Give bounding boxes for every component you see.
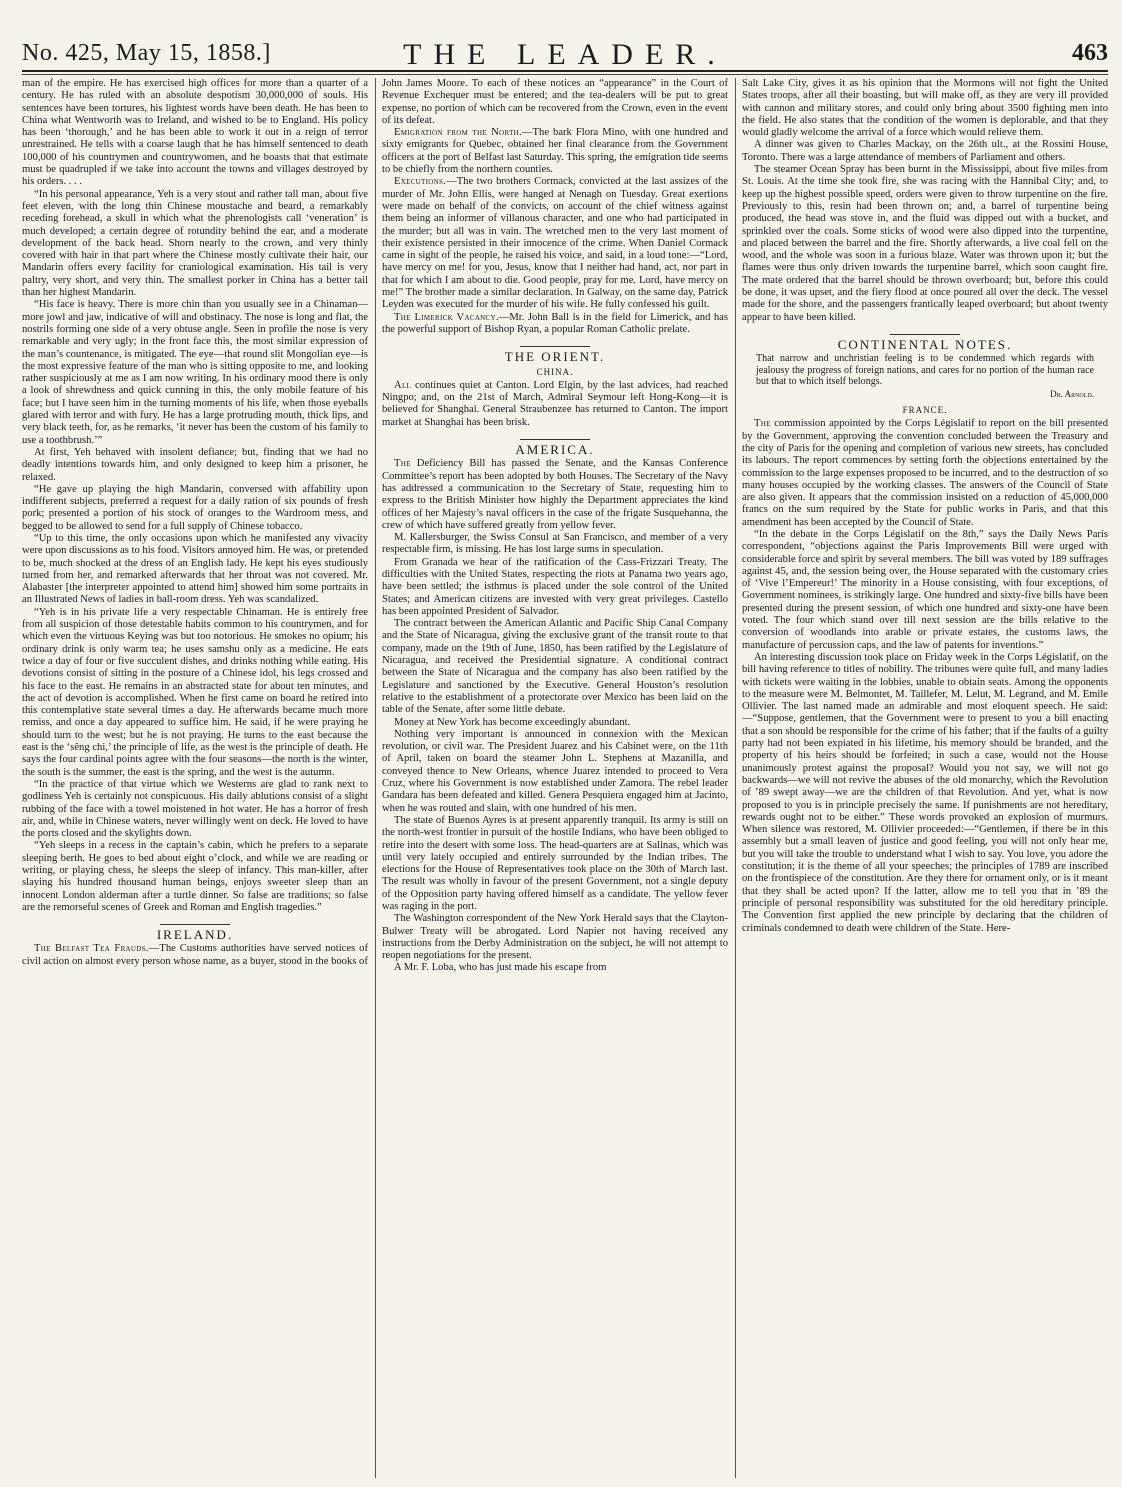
paragraph: M. Kallersburger, the Swiss Consul at San Francisco, and member of a very respectable firm, is missing. He has lost large sums in speculation. xyxy=(382,532,728,556)
paragraph xyxy=(382,458,728,532)
paragraph: An interesting discussion took place on Friday week in the Corps Législatif, on the bill having reference to titles of nobility. The tribunes were quite full, and many ladies with tickets were waiting in the lobbies, unable to obtain seats. Among the opponents to the measure were M. Belmontet, M. Taillefer, M. Lelut, M. Legrand, and M. Emile Ollivier. The last named made an admirable and most eloquent speech. He said:—“Suppose, gentlemen, that the Government were to present to you a bill enacting that a son should be responsible for the crime of his father; that if the faults of a guilty party had not been expiated in his lifetime, his memory should be branded, and the property of his heirs should be forfeited; in such a case, would not the House unanimously protest against the proposal? Would you not say, we will not go backwards—we will not revive the abuses of the old monarchy, which the Revolution of ’89 swept away—we are the children of that Revolution. And yet, what is now proposed to you is in principle precisely the same. If punishments are not hereditary, rewards ought not to be either.” These words provoked an explosion of murmurs. When silence was restored, M. Ollivier proceeded:—“Gentlemen, if there be in this assembly but a small leaven of justice and good feeling, you will not only hear me, but you will take the trouble to understand what I wish to say. You love, you adore the constitution; it is the theme of all your speeches; the principles of 1789 are inscribed on the frontispiece of the constitution. Are they there for ornament only, or is it meant that they shall be acted upon? If the latter, allow me to tell you that in ’89 the principle of personal responsibility was substituted for the old hereditary principle. The Convention first applied the new principle by declaring that the children of criminals condemned to death were children of the State. Here- xyxy=(742,651,1108,934)
paragraph xyxy=(742,418,1108,529)
run-in-heading: All xyxy=(394,379,412,391)
paragraph: The state of Buenos Ayres is at present apparently tranquil. Its army is still on the north-west frontier in pursuit of the hostile Indians, who have been obliged to retire into the desert with some loss. The head-quarters are at Salinas, which was until very lately occupied and entirely surrounded by the Indian tribes. The elections for the House of Representatives took place on the 30th of March last. The result was wholly in favour of the present Government, not a single deputy of the Opposition party having offered himself as a candidate. The yellow fever was raging in the port. xyxy=(382,814,728,912)
paragraph-text: —The two brothers Cormack, convicted at the last assizes of the murder of Mr. John Ellis, were hanged at Nenagh on Tuesday. Great exertions were made on behalf of the convicts, on account of the chief witness against them being an informer of villanous character, and one who had participated in the murder; but all was in vain. The wretched men to the very last moment of their existence persisted in their innocence of the crime. When Daniel Cormack came in sight of the people, he raised his voice, and said, in a loud tone:—“Lord, have mercy on me! for you, Jesus, know that I neither had hand, act, nor part in that for which I am about to die. Good people, pray for me. Lord, have mercy on me!” The brother made a similar declaration. In Galway, on the same day, Patrick Leyden was executed for the murder of his wife. He fully confessed his guilt. xyxy=(382,176,728,311)
newspaper-title: THE LEADER. xyxy=(403,38,727,71)
section-rule xyxy=(160,924,230,925)
paragraph xyxy=(382,312,728,337)
column-2 xyxy=(382,78,728,1478)
section-heading-orient: THE ORIENT. xyxy=(504,349,606,365)
paragraph: “Yeh sleeps in a recess in the captain’s cabin, which he prefers to a separate sleeping berth. He goes to bed about eight o’clock, and while we are reading or writing, or playing chess, he sleeps the sleep of infancy. This man-killer, after slaying his hundred thousand human beings, enjoys sweeter sleep than an innocent London alderman after a turtle dinner. So false are traditions; so false are the remorseful scenes of Greek and Roman and English tragedies.” xyxy=(22,840,368,913)
section-rule xyxy=(520,346,590,347)
paragraph: A dinner was given to Charles Mackay, on the 26th ult., at the Rossini House, Toronto. There was a large attendance of members of Parliament and others. xyxy=(742,139,1108,163)
paragraph: “In the debate in the Corps Législatif on the 8th,” says the Daily News Paris correspondent, “objections against the Paris Improvements Bill were urged with considerable force and spirit by several members. The bill was voted by 189 suffrages against 45, and, the session being over, the House separated with the customary cries of ‘Vive l’Empereur!’ The minority in a House consisting, with four exceptions, of Government nominees, is strikingly large. One hundred and sixty-five bills have been presented during the present session, of which one hundred and sixty-one have been voted. The four which stand over till next session are the bills relative to the conversion of woodlands into arable or private estates, the customs laws, the manufacture of percussion caps, and the law of patents for inventions.” xyxy=(742,529,1108,651)
paragraph xyxy=(382,127,728,176)
paragraph: The steamer Ocean Spray has been burnt in the Mississippi, about five miles from St. Louis. At the time she took fire, she was racing with the Hannibal City; and, to keep up the highest possible speed, orders were given to throw turpentine on the fire. Previously to this, resin had been thrown on; and, a barrel of turpentine being produced, the head was stove in, and the fluid was dipped out with a bucket, and sprinkled over the coals. Some sticks of wood were also dipped into the turpentine, and placed between the barrel and the fire. Shortly afterwards, a live coal fell on the wood, and the whole was soon in a furious blaze. Water was thrown upon it; but the flames were thus only driven towards the turpentine barrel, which soon caught fire. The mate ordered that the barrel should be thrown overboard; but, before this could be done, it was upset, and the fiery flood at once poured all over the deck. The vessel made for the shore, and the passengers frantically leaped overboard; but about twenty appear to have been killed. xyxy=(742,164,1108,323)
paragraph xyxy=(382,176,728,311)
subsection-heading-china: CHINA. xyxy=(536,366,574,377)
paragraph: Money at New York has become exceedingly abundant. xyxy=(394,716,631,728)
paragraph: “Yeh is in his private life a very respectable Chinaman. He is entirely free from all suspicion of those detestable habits common to his countrymen, and for which even the virtuous Keying was but too notorious. He smokes no opium; his ordinary drink is only warm tea; he uses samshu only as a medicine. He eats twice a day of four or five succulent dishes, and drinks nothing while eating. His devotions consist of sitting in the posture of a Chinese idol, his legs crossed and his face to the east. He remains in an abstracted state for about ten minutes, and the act of devotion is accomplished. When he first came on board he retired into this contemplative state several times a day. He afterwards became much more remiss, and once a day appeared to suffice him. He said, if he were praying he should turn to the west; but he is not praying. He turns to the east because the east is the ‘sêng chi,’ the principle of life, as the west is the principle of death. He says the four cardinal points agree with the four seasons—the north is the winter, the south is the summer, the east is the spring, and the west is the autumn. xyxy=(22,606,368,778)
paragraph-text: —The Customs authorities have served notices of civil action on almost every person whose name, as a buyer, stood in the books of xyxy=(22,943,368,967)
paragraph: man of the empire. He has exercised high offices for more than a quarter of a century. He has ruled with an absolute despotism 30,000,000 of souls. His sentences have been tortures, his lightest words have been death. He has been to China what Wentworth was to Ireland, and wished to be to England. His policy has been ‘thorough,’ and he has been able to work it out in a reign of terror unrestrained. He tells with a coarse laugh that he has himself sentenced to death 100,000 of his countrymen and countrywomen, and he boasts that that estimate must be quadrupled if we take into account the towns and villages destroyed by his orders. . . . xyxy=(22,78,368,188)
section-heading-america: AMERICA. xyxy=(515,442,595,458)
run-in-heading: Executions. xyxy=(394,176,447,188)
section-rule xyxy=(520,439,590,440)
paragraph: At first, Yeh behaved with insolent defiance; but, finding that we had no deadly intentions towards him, and only designed to keep him a prisoner, he relaxed. xyxy=(22,446,368,483)
column-1 xyxy=(22,78,368,1478)
section-heading-continental: CONTINENTAL NOTES. xyxy=(837,336,1013,352)
paragraph: “He gave up playing the high Mandarin, conversed with affability upon indifferent subjects, preferred a request for a daily ration of six pounds of fresh pork; presented a portion of his stock of oranges to the Wardroom mess, and begged to be allowed to send for a full supply of Chinese tobacco. xyxy=(22,483,368,532)
paragraph-text: commission appointed by the Corps Législatif to report on the bill presented by the Government, approving the convention concluded between the Treasury and the city of Paris for the opening and completion of various new streets, has concluded its labours. The report commences by setting forth the objections entertained by the commission to the large expenses proposed to be incurred, and to the destruction of so many houses occupied by the working classes. The answers of the Council of State are also given. It appears that the commission insisted on a reduction of 45,000,000 francs on the sum required by the State for public works in Paris, and that this amendment has been accepted by the Council of State. xyxy=(742,418,1108,528)
paragraph-text: continues quiet at Canton. Lord Elgin, by the last advices, had reached Ningpo; and, on the 21st of March, Admiral Seymour left Hong-Kong—it is believed for Shanghai. General Straubenzee has returned to Canton. The import market at Shanghai has been brisk. xyxy=(382,379,728,428)
section-rule xyxy=(890,334,960,335)
column-3 xyxy=(742,78,1108,1478)
paragraph xyxy=(382,380,728,429)
paragraph: Salt Lake City, gives it as his opinion that the Mormons will not fight the United States troops, after all their boasting, but will make off, as they are very ill provided with cannon and military stores, and could only bring about 3500 fighting men into the field. He also states that the condition of the women is deplorable, and that they would gladly welcome the arrival of a force which would relieve them. xyxy=(742,78,1108,139)
section-heading-ireland: IRELAND. xyxy=(156,927,234,943)
paragraph: Nothing very important is announced in connexion with the Mexican revolution, or civil war. The President Juarez and his Cabinet were, on the 11th of April, taken on board the steamer John L. Stephens at Mazanilla, and conveyed thence to New Orleans, whence Juarez intended to proceed to Vera Cruz, where his Government is now established under Zamora. The rebel leader Gandara has been defeated and killed. Genera Pesquiera engaged him at Jacinto, when he was routed and slain, with one hundred of his men. xyxy=(382,728,728,814)
epigraph-author: Dr. Arnold. xyxy=(1050,388,1094,399)
paragraph: John James Moore. To each of these notices an “appearance” in the Court of Revenue Exchequer must be entered; and the tea-dealers will be put to great expense, no portion of which can be recovered from the Crown, even in the event of its defeat. xyxy=(382,78,728,126)
run-in-heading: The xyxy=(394,458,411,470)
paragraph: From Granada we hear of the ratification of the Cass-Frizzari Treaty. The difficulties with the United States, respecting the riots at Panama two years ago, have been settled; the isthmus is placed under the sole control of the United States; and American citizens are invested with very great privileges. Castello has been appointed President of Salvador. xyxy=(382,556,728,617)
column-rule xyxy=(735,78,736,1478)
epigraph: That narrow and unchristian feeling is to be condemned which regards with jealousy the progress of foreign nations, and cares for no portion of the human race but that to which itself belongs. xyxy=(756,353,1094,388)
run-in-heading: The Limerick Vacancy. xyxy=(394,311,499,323)
page-number: 463 xyxy=(1072,40,1108,66)
paragraph-text: —Mr. John Ball is in the field for Limerick, and has the powerful support of Bishop Ryan, a popular Roman Catholic prelate. xyxy=(382,311,728,335)
paragraph: “In the practice of that virtue which we Westerns are glad to rank next to godliness Yeh is certainly not conspicuous. His daily ablutions consist of a slight rubbing of the face with a towel moistened in hot water. He has a horror of fresh air, and, while in Chinese waters, never willingly went on deck. He loved to have the ports closed and the skylights down. xyxy=(22,778,368,840)
masthead xyxy=(22,36,1108,72)
paragraph-text: —The bark Flora Mino, with one hundred and sixty emigrants for Quebec, obtained her final clearance from the Government officers at the port of Belfast last Saturday. This spring, the emigration tide seems to be chiefly from the northern counties. xyxy=(382,127,728,176)
run-in-heading: The Belfast Tea Frauds. xyxy=(34,943,149,955)
run-in-heading: Emigration from the North. xyxy=(394,127,522,139)
paragraph: “In his personal appearance, Yeh is a very stout and rather tall man, about five feet eleven, with the long thin Chinese moustache and beard, a remarkably receding forehead, a skull in which what the phrenologists call ‘veneration’ is much developed; a certain degree of rotundity behind the ear, and a moderate development of the back head. Shorn nearly to the crown, and very thinly covered with hair in that part where the Chinese mostly cultivate their hair, our Mandarin offers every facility for craniological examination. His tail is very paltry, very short, and very thin. The smallest porker in China has a better tail than her highest Mandarin. xyxy=(22,188,368,299)
paragraph: A Mr. F. Loba, who has just made his escape from xyxy=(394,962,607,974)
run-in-heading: The xyxy=(754,418,771,430)
paragraph: The contract between the American Atlantic and Pacific Ship Canal Company and the State of Nicaragua, giving the exclusive grant of the transit route to that company, made on the 19th of June, 1850, has been ratified by the Legislature of Nicaragua, and received the Presidential signature. A conditional contract between the State of Nicaragua and the company has also been ratified by the Legislature and sanctioned by the Executive. General Houston’s resolution relative to the establishment of a protectorate over Mexico has been laid on the table of the Senate, after some little debate. xyxy=(382,618,728,716)
paragraph-text: Deficiency Bill has passed the Senate, and the Kansas Conference Committee’s report has been adopted by both Houses. The Secretary of the Navy has addressed a communication to the Secretary of State, requesting him to express to the British Minister how highly the Department appreciates the kind offices of her Majesty’s naval officers in the case of the frigate Susquehanna, the crew of which have suffered greatly from yellow fever. xyxy=(382,458,728,531)
masthead-rule xyxy=(22,74,1108,75)
paragraph xyxy=(22,943,368,968)
paragraph: “His face is heavy. There is more chin than you usually see in a Chinaman—more jowl and jaw, indicative of will and obstinacy. The nose is long and flat, the nostrils forming one side of a very obtuse angle. Seen in profile the nose is very remarkable and very ugly; in the front face this, the most similar expression of the man’s countenance, is mitigated. The eye—that round slit Mongolian eye—is the most expressive feature of the man who is sitting opposite to me, and looking rather suspiciously at me as I am now writing. In his ordinary mood there is only a look of shrewdness and quick cunning in this, the only mobile feature of his face; but I have seen him in the turning moments of his life, when those eyeballs glared with terror and with fury. He has a large protruding mouth, thick lips, and very black teeth, for, as he remarks, ‘it never has been the custom of his family to use a toothbrush.’” xyxy=(22,299,368,446)
paragraph: “Up to this time, the only occasions upon which he manifested any vivacity were upon discussions as to his food. Visitors annoyed him. He was, or pretended to be, much shocked at the dress of an English lady. He kept his eyes studiously turned from her, and remarked afterwards that her throat was not covered. Mr. Alabaster [the interpreter appointed to attend him] showed him some portraits in an Illustrated News of ladies in ball-room dress. Yeh was scandalized. xyxy=(22,532,368,606)
subsection-heading-france: FRANCE. xyxy=(902,405,948,416)
paragraph: The Washington correspondent of the New York Herald says that the Clayton-Bulwer Treaty will be abrogated. Lord Napier not having received any instructions from the Derby Administration on the subject, he will not attempt to reopen negotiations for the present. xyxy=(382,913,728,962)
issue-date: No. 425, May 15, 1858.] xyxy=(22,40,271,66)
column-rule xyxy=(375,78,376,1478)
